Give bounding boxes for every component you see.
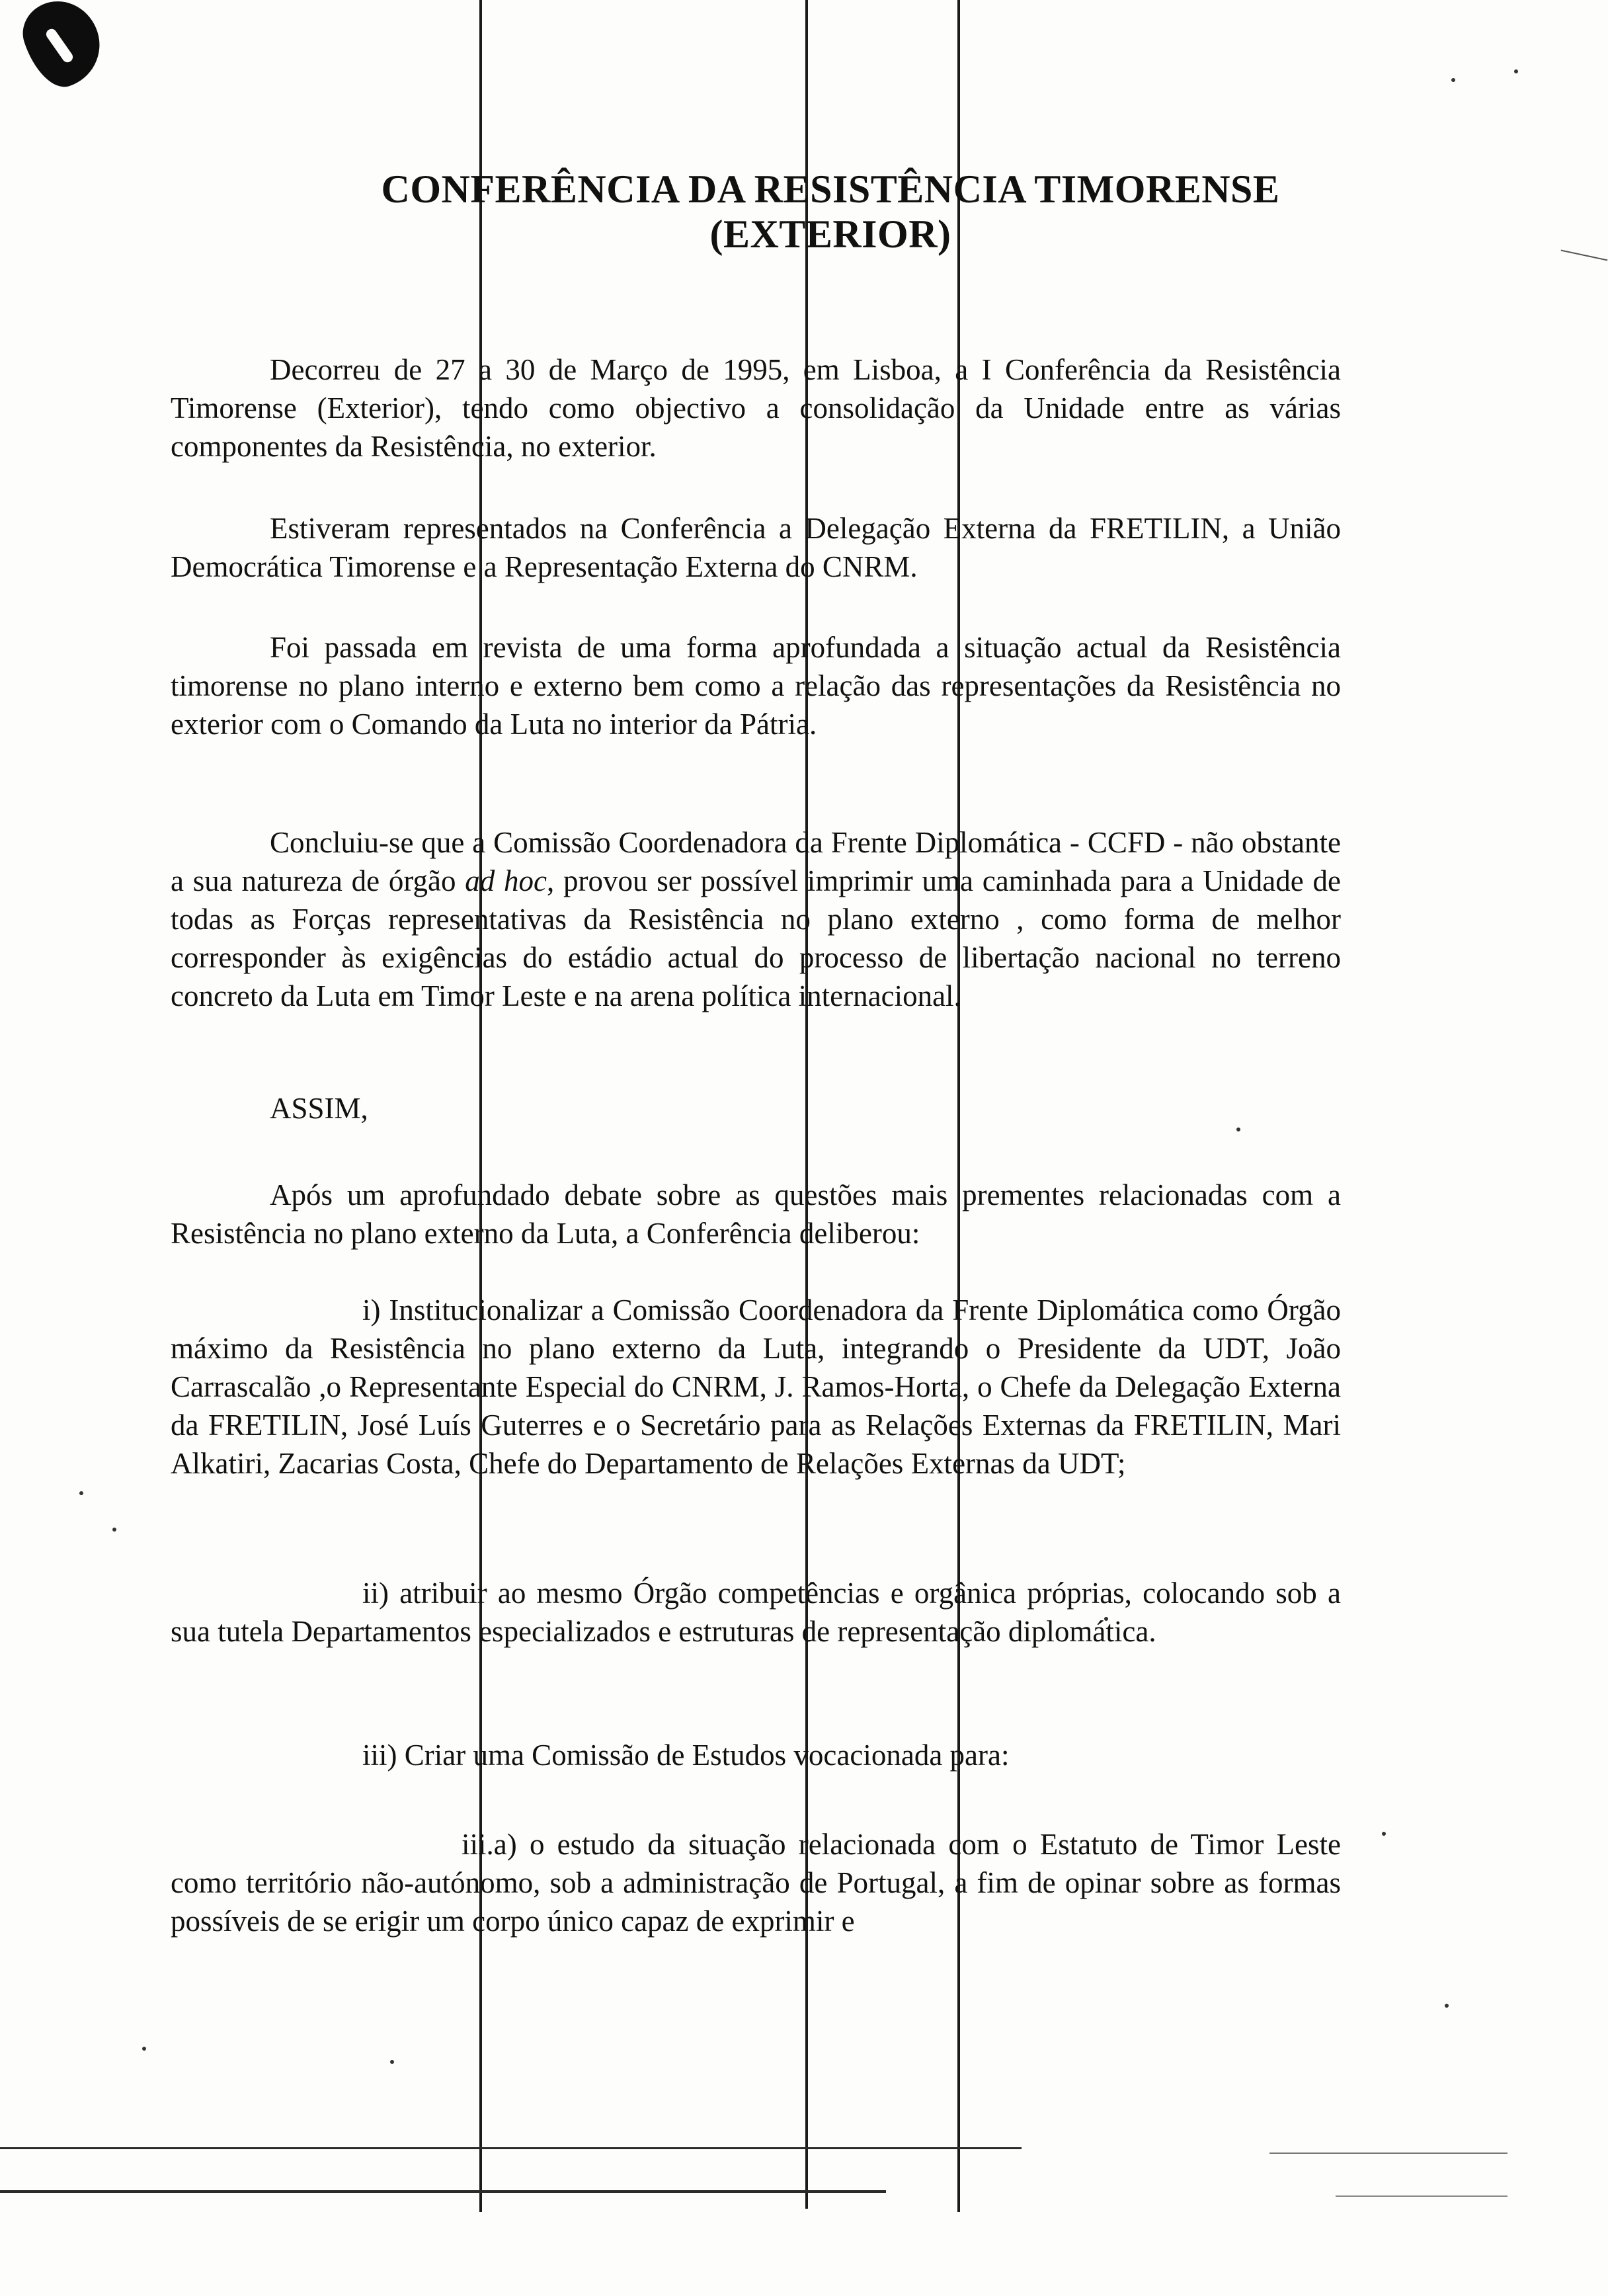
assim-heading: ASSIM, [270,1092,368,1125]
paragraph-participants: Estiveram representados na Conferência a Delegação Externa da FRETILIN, a União Democrática Timorense e a Representação Externa do CNRM. [171,512,1341,583]
paragraph-review: Foi passada em revista de uma forma aprofundada a situação actual da Resistência timorense no plano interno e externo bem como a relação das representações da Resistência no exterior com o Comando da Luta no interior da Pátria. [171,631,1341,741]
speck [1382,1832,1386,1836]
conclusion-italic-term: ad hoc [465,864,547,897]
scan-edge-right [1269,2152,1508,2154]
speck [1445,2004,1449,2008]
deliberation-item-3: iii) Criar uma Comissão de Estudos vocacionada para: [362,1739,1010,1772]
paragraph-conference-dates: Decorreu de 27 a 30 de Março de 1995, em Lisboa, a I Conferência da Resistência Timorense (Exterior), tendo como objectivo a consolidação da Unidade entre as várias componentes da Resistência, no exterior. [171,353,1341,463]
conclusion-text-end: , provou ser possível imprimir uma caminhada para a Unidade de todas as Forças representativas da Resistência no plano externo , como forma de melhor corresponder às exigências do estádio actual do processo de libertação nacional no terreno concreto da Luta em Timor Leste e na arena política internacional. [171,864,1341,1012]
scan-edge-bottom [0,2190,886,2193]
speck [390,2060,394,2064]
document-title: CONFERÊNCIA DA RESISTÊNCIA TIMORENSE [381,167,1280,211]
speck [1236,1128,1240,1131]
deliberation-item-3a: iii.a) o estudo da situação relacionada com o Estatuto de Timor Leste como território não-autónomo, sob a administração de Portugal, a fim de opinar sobre as formas possíveis de se erigir um corpo único capaz de exprimir e [171,1828,1341,1938]
speck [112,1528,116,1532]
speck [1451,78,1455,82]
scan-edge-top [0,2147,1022,2149]
paragraph-deliberation: Após um aprofundado debate sobre as questões mais prementes relacionadas com a Resistência no plano externo da Luta, a Conferência deliberou: [171,1178,1341,1250]
deliberation-item-1: i) Institucionalizar a Comissão Coordenadora da Frente Diplomática como Órgão máximo da Resistência no plano externo da Luta, integrando o Presidente da UDT, João Carrascalão ,o Representante Especial do CNRM, J. Ramos-Horta, o Chefe da Delegação Externa da FRETILIN, José Luís Guterres e o Secretário para as Relações Externas da FRETILIN, Mari Alkatiri, Zacarias Costa, Chefe do Departamento de Relações Externas da UDT; [171,1293,1341,1480]
scan-edge-right-lower [1336,2195,1508,2197]
document-subtitle: (EXTERIOR) [709,212,951,256]
deliberation-item-2: ii) atribuir ao mesmo Órgão competências e orgânica próprias, colocando sob a sua tutela Departamentos especializados e estruturas de representação diplomática. [171,1577,1341,1648]
conclusion-text-start: Concluiu-se que a Comissão Coordenadora da Frente Diplomática - CCFD - não obstante a sua natureza de órgão [171,826,1341,897]
speck [1514,69,1518,73]
speck [79,1491,83,1495]
speck [142,2047,146,2051]
paragraph-conclusion [171,823,1341,1015]
